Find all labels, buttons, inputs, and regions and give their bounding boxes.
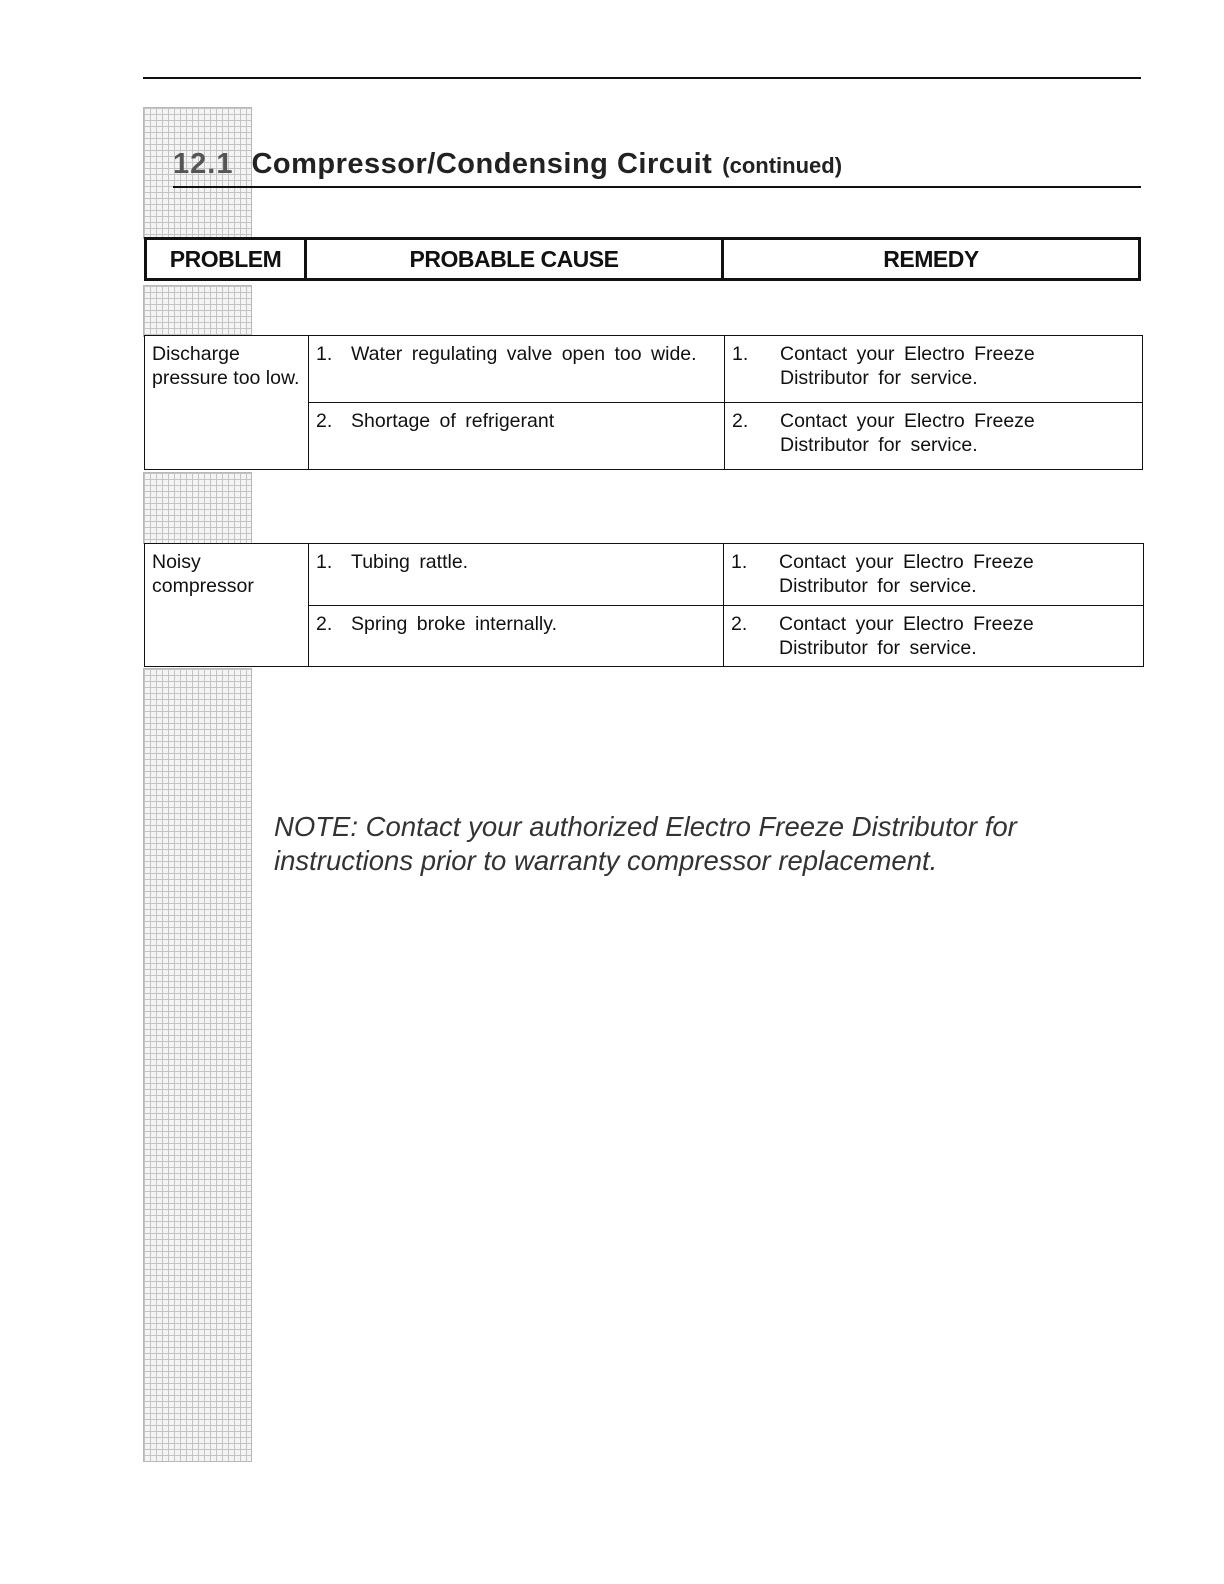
cause-cell bbox=[309, 606, 724, 667]
cause-text: Spring broke internally. bbox=[351, 613, 557, 635]
header-problem: PROBLEM bbox=[144, 237, 307, 281]
note-text: NOTE: Contact your authorized Electro Freeze Distributor for instructions prior to warranty compressor replacement. bbox=[274, 811, 1017, 876]
header-remedy: REMEDY bbox=[721, 237, 1141, 281]
cause-text: Water regulating valve open too wide. bbox=[351, 343, 697, 365]
section-number: 12.1 bbox=[173, 148, 234, 180]
remedy-number: 1. bbox=[732, 343, 749, 365]
cause-cell bbox=[309, 336, 725, 403]
header-cause: PROBABLE CAUSE bbox=[304, 237, 724, 281]
troubleshooting-table-2 bbox=[144, 543, 1144, 667]
remedy-cell bbox=[724, 544, 1144, 606]
grid-strip-lower bbox=[143, 668, 252, 1462]
grid-strip-gap bbox=[143, 472, 252, 544]
remedy-cell bbox=[725, 336, 1143, 403]
grid-strip-header bbox=[143, 285, 252, 337]
remedy-text: Contact your Electro Freeze Distributor for service. bbox=[779, 551, 1034, 597]
remedy-text: Contact your Electro Freeze Distributor for service. bbox=[780, 410, 1035, 456]
cause-number: 1. bbox=[316, 551, 333, 573]
remedy-text: Contact your Electro Freeze Distributor for service. bbox=[780, 343, 1035, 389]
table-row bbox=[145, 544, 1144, 606]
section-title bbox=[173, 148, 1141, 188]
section-heading: Compressor/Condensing Circuit bbox=[251, 148, 713, 180]
remedy-cell bbox=[724, 606, 1144, 667]
remedy-number: 1. bbox=[731, 551, 748, 573]
section-continued: (continued) bbox=[722, 153, 843, 178]
problem-cell: Discharge pressure too low. bbox=[145, 336, 309, 470]
remedy-number: 2. bbox=[732, 410, 749, 432]
cause-cell bbox=[309, 544, 724, 606]
cause-number: 2. bbox=[316, 410, 333, 432]
remedy-cell bbox=[725, 403, 1143, 470]
top-rule bbox=[143, 77, 1141, 79]
cause-text: Shortage of refrigerant bbox=[351, 410, 555, 432]
cause-number: 1. bbox=[316, 343, 333, 365]
remedy-text: Contact your Electro Freeze Distributor for service. bbox=[779, 613, 1034, 659]
remedy-number: 2. bbox=[731, 613, 748, 635]
cause-cell bbox=[309, 403, 725, 470]
table-row bbox=[145, 336, 1143, 403]
cause-number: 2. bbox=[316, 613, 333, 635]
problem-cell: Noisy compressor bbox=[145, 544, 309, 667]
troubleshooting-table-1 bbox=[144, 335, 1143, 470]
cause-text: Tubing rattle. bbox=[351, 551, 469, 573]
